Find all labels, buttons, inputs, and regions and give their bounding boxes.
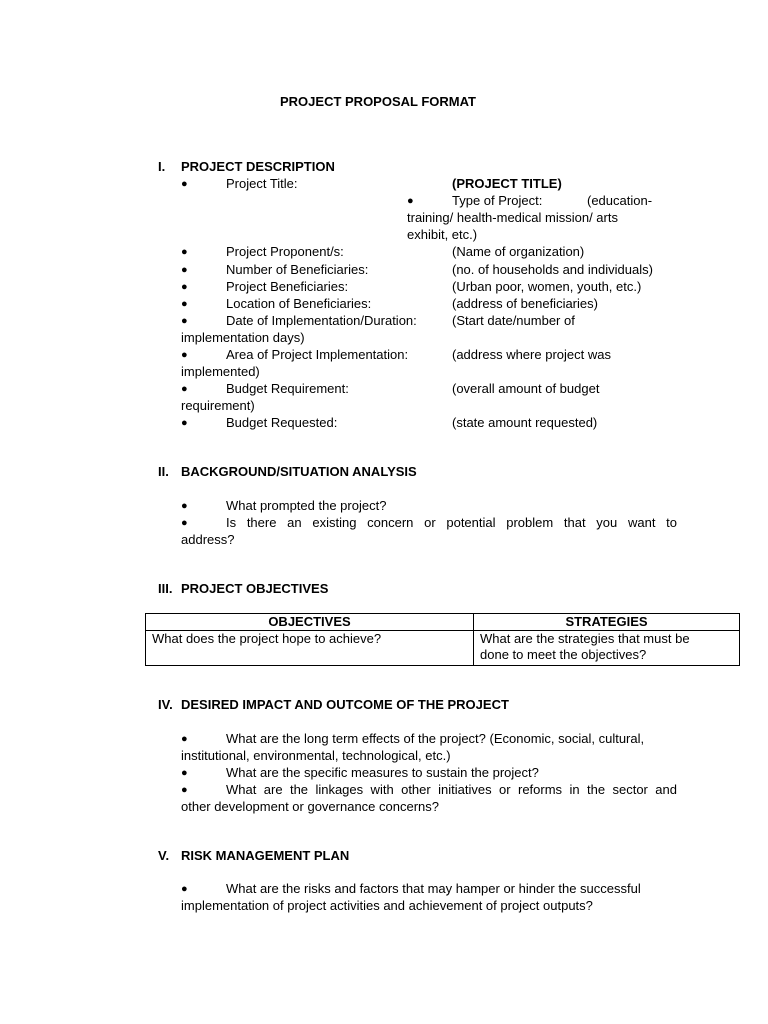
bullet-icon: ● bbox=[181, 349, 188, 361]
section-2-numeral: II. bbox=[158, 464, 169, 479]
bullet-icon: ● bbox=[181, 784, 188, 796]
project-beneficiaries-label: Project Beneficiaries: bbox=[226, 279, 349, 294]
project-type-value: (education- bbox=[587, 193, 653, 208]
bullet-icon: ● bbox=[181, 246, 188, 258]
background-question: What prompted the project? bbox=[226, 498, 387, 513]
table-header-row bbox=[146, 614, 740, 631]
implementation-date-label: Date of Implementation/Duration: bbox=[226, 313, 417, 328]
section-5-heading: RISK MANAGEMENT PLAN bbox=[181, 848, 350, 863]
implementation-area-label: Area of Project Implementation: bbox=[226, 347, 409, 362]
bullet-icon: ● bbox=[407, 195, 414, 207]
location-label: Location of Beneficiaries: bbox=[226, 296, 372, 311]
section-3-numeral: III. bbox=[158, 581, 173, 596]
section-4-numeral: IV. bbox=[158, 697, 173, 712]
proponent-value: (Name of organization) bbox=[452, 244, 585, 259]
risk-question-cont: implementation of project activities and achievement of project outputs? bbox=[181, 898, 593, 913]
objectives-table bbox=[145, 613, 740, 666]
objectives-header: OBJECTIVES bbox=[146, 614, 474, 631]
implementation-date-value: (Start date/number of bbox=[452, 313, 575, 328]
project-type-value-cont: training/ health-medical mission/ arts bbox=[407, 210, 618, 225]
bullet-icon: ● bbox=[181, 383, 188, 395]
impact-question: What are the long term effects of the project? (Economic, social, cultural, bbox=[226, 731, 645, 746]
budget-requirement-value: (overall amount of budget bbox=[452, 381, 600, 396]
bullet-icon: ● bbox=[181, 178, 188, 190]
implementation-date-value-cont: implementation days) bbox=[181, 330, 305, 345]
bullet-icon: ● bbox=[181, 417, 188, 429]
budget-requirement-value-cont: requirement) bbox=[181, 398, 255, 413]
bullet-icon: ● bbox=[181, 315, 188, 327]
bullet-icon: ● bbox=[181, 298, 188, 310]
bullet-icon: ● bbox=[181, 767, 188, 779]
bullet-icon: ● bbox=[181, 500, 188, 512]
section-1-numeral: I. bbox=[158, 159, 166, 174]
section-2-heading: BACKGROUND/SITUATION ANALYSIS bbox=[181, 464, 417, 479]
budget-requested-value: (state amount requested) bbox=[452, 415, 598, 430]
bullet-icon: ● bbox=[181, 733, 188, 745]
bullet-icon: ● bbox=[181, 517, 188, 529]
strategies-header: STRATEGIES bbox=[474, 614, 740, 631]
section-5-numeral: V. bbox=[158, 848, 170, 863]
implementation-area-value: (address where project was bbox=[452, 347, 611, 362]
implementation-area-value-cont: implemented) bbox=[181, 364, 260, 379]
num-beneficiaries-label: Number of Beneficiaries: bbox=[226, 262, 369, 277]
bullet-icon: ● bbox=[181, 883, 188, 895]
strategies-cell bbox=[474, 631, 740, 666]
proponent-label: Project Proponent/s: bbox=[226, 244, 344, 259]
impact-question-cont: institutional, environmental, technological, etc.) bbox=[181, 748, 451, 763]
section-1-heading: PROJECT DESCRIPTION bbox=[181, 159, 335, 174]
impact-question-cont: other development or governance concerns? bbox=[181, 799, 439, 814]
project-type-label: Type of Project: bbox=[452, 193, 543, 208]
table-row bbox=[146, 631, 740, 666]
project-type-value-cont: exhibit, etc.) bbox=[407, 227, 478, 242]
impact-question: What are the specific measures to sustain the project? bbox=[226, 765, 539, 780]
strategies-cell-line: What are the strategies that must be bbox=[480, 631, 690, 646]
project-beneficiaries-value: (Urban poor, women, youth, etc.) bbox=[452, 279, 642, 294]
risk-question: What are the risks and factors that may hamper or hinder the successful bbox=[226, 881, 641, 896]
strategies-cell-line: done to meet the objectives? bbox=[480, 647, 647, 662]
impact-question: What are the linkages with other initiatives or reforms in the sector and bbox=[226, 782, 677, 797]
bullet-icon: ● bbox=[181, 264, 188, 276]
budget-requirement-label: Budget Requirement: bbox=[226, 381, 349, 396]
location-value: (address of beneficiaries) bbox=[452, 296, 598, 311]
bullet-icon: ● bbox=[181, 281, 188, 293]
background-question-cont: address? bbox=[181, 532, 235, 547]
section-4-heading: DESIRED IMPACT AND OUTCOME OF THE PROJECT bbox=[181, 697, 509, 712]
background-question: Is there an existing concern or potential problem that you want to bbox=[226, 515, 677, 530]
document-title: PROJECT PROPOSAL FORMAT bbox=[280, 94, 476, 109]
budget-requested-label: Budget Requested: bbox=[226, 415, 338, 430]
project-title-value: (PROJECT TITLE) bbox=[452, 176, 562, 191]
project-title-label: Project Title: bbox=[226, 176, 298, 191]
num-beneficiaries-value: (no. of households and individuals) bbox=[452, 262, 653, 277]
objectives-cell: What does the project hope to achieve? bbox=[146, 631, 474, 666]
section-3-heading: PROJECT OBJECTIVES bbox=[181, 581, 329, 596]
